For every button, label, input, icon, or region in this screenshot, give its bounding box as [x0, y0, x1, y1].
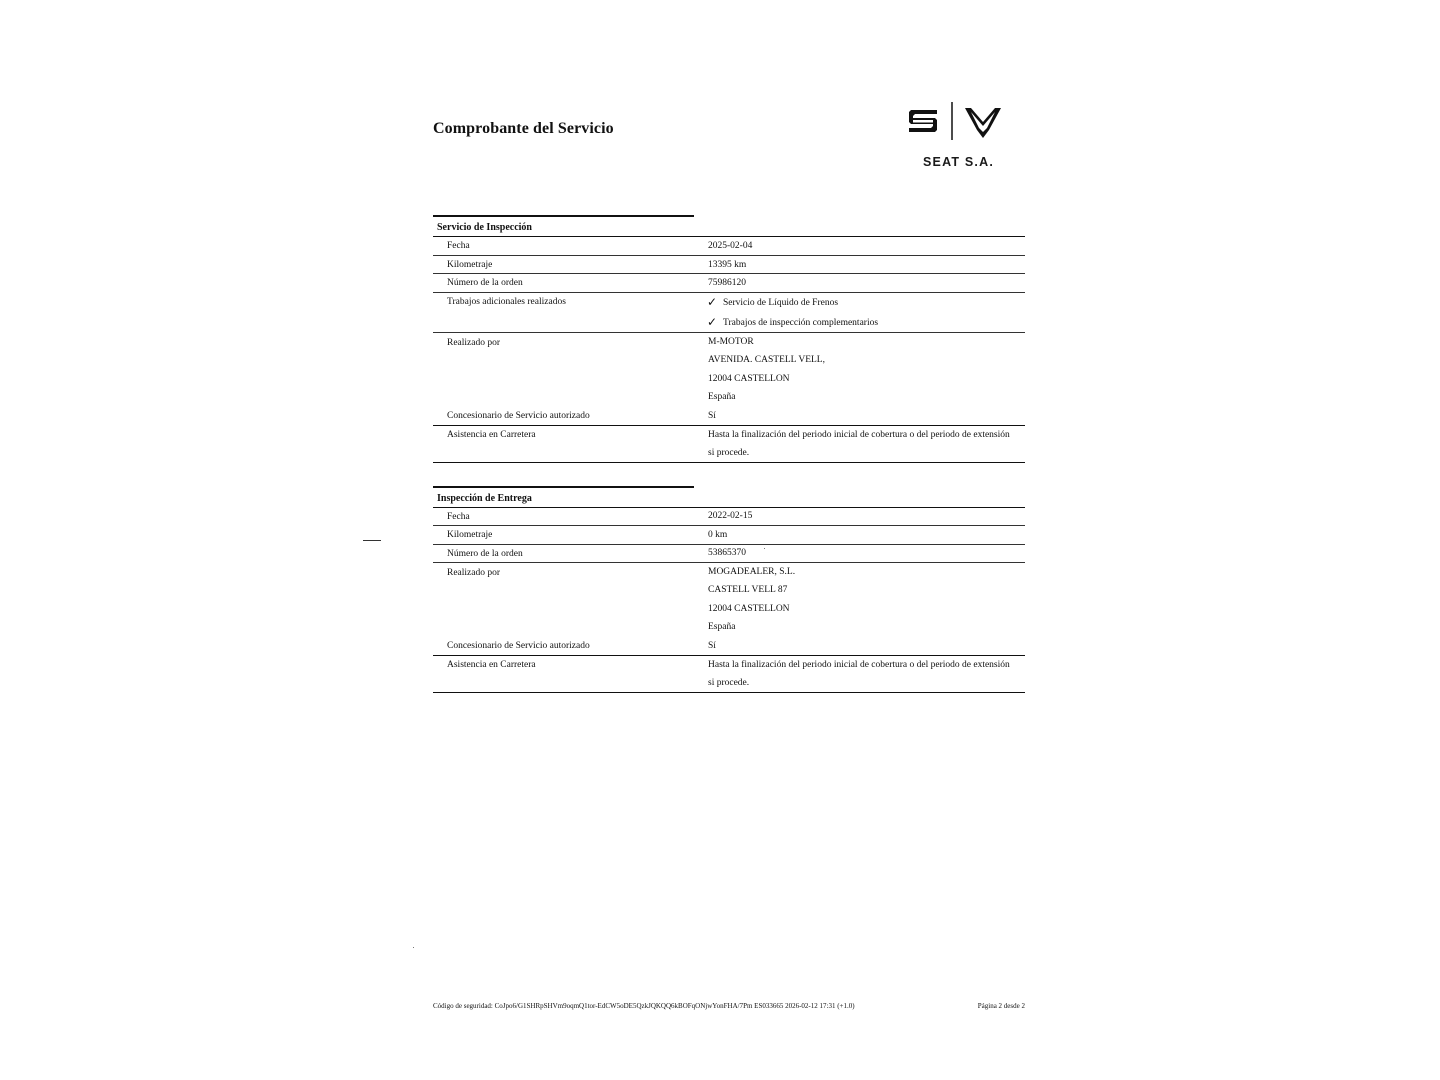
- cupra-logo: [965, 108, 1001, 138]
- value-fecha: 2025-02-04: [708, 241, 753, 251]
- value-numero-orden: 53865370: [708, 548, 746, 558]
- page-title: Comprobante del Servicio: [433, 120, 614, 137]
- work-item: Servicio de Líquido de Frenos: [723, 298, 839, 308]
- checkmark-icon: ✓: [707, 295, 718, 309]
- dealer-city: 12004 CASTELLON: [708, 604, 790, 614]
- value-numero-orden: 75986120: [708, 278, 746, 288]
- label-realizado-por: Realizado por: [447, 338, 501, 348]
- divider: [433, 462, 1025, 463]
- margin-mark: [363, 540, 381, 541]
- value-asistencia-carretera: Hasta la finalización del periodo inicial de cobertura o del periodo de extensión: [708, 430, 1010, 440]
- label-kilometraje: Kilometraje: [447, 530, 493, 540]
- label-kilometraje: Kilometraje: [447, 260, 493, 270]
- dealer-name: M-MOTOR: [708, 337, 754, 347]
- divider: [433, 255, 1025, 256]
- label-asistencia-carretera: Asistencia en Carretera: [447, 430, 536, 440]
- label-concesionario-autorizado: Concesionario de Servicio autorizado: [447, 641, 590, 651]
- label-fecha: Fecha: [447, 241, 470, 251]
- section-header-bar: [433, 215, 694, 217]
- value-fecha: 2022-02-15: [708, 511, 753, 521]
- scan-speck: [413, 947, 414, 948]
- value-kilometraje: 0 km: [708, 530, 728, 540]
- divider: [433, 692, 1025, 693]
- dealer-city: 12004 CASTELLON: [708, 374, 790, 384]
- divider: [433, 507, 1025, 508]
- checkmark-icon: ✓: [707, 315, 718, 329]
- dealer-name: MOGADEALER, S.L.: [708, 567, 796, 577]
- brand-name: SEAT S.A.: [923, 155, 994, 169]
- label-fecha: Fecha: [447, 512, 470, 522]
- divider: [433, 425, 1025, 426]
- divider: [433, 655, 1025, 656]
- divider: [433, 236, 1025, 237]
- section-servicio-inspeccion: [433, 215, 1025, 465]
- dealer-address: CASTELL VELL 87: [708, 585, 788, 595]
- divider: [433, 292, 1025, 293]
- page-number: Página 2 desde 2: [977, 1002, 1025, 1010]
- label-concesionario-autorizado: Concesionario de Servicio autorizado: [447, 411, 590, 421]
- label-numero-orden: Número de la orden: [447, 278, 523, 288]
- dealer-country: España: [708, 392, 736, 402]
- work-item: Trabajos de inspección complementarios: [723, 318, 879, 328]
- value-kilometraje: 13395 km: [708, 260, 747, 270]
- section-title: Servicio de Inspección: [437, 222, 532, 233]
- scan-speck: [764, 548, 765, 549]
- label-numero-orden: Número de la orden: [447, 549, 523, 559]
- divider: [433, 525, 1025, 526]
- brand-block: [905, 100, 1005, 175]
- value-asistencia-carretera-cont: si procede.: [708, 678, 750, 688]
- divider: [433, 273, 1025, 274]
- section-header-bar: [433, 486, 694, 488]
- divider: [433, 332, 1025, 333]
- brand-logos: [905, 100, 1005, 148]
- section-inspeccion-entrega: [433, 486, 1025, 696]
- divider: [433, 544, 1025, 545]
- label-trabajos-adicionales: Trabajos adicionales realizados: [447, 297, 566, 307]
- value-concesionario-autorizado: Sí: [708, 411, 716, 421]
- seat-s-logo: [909, 110, 937, 132]
- dealer-address: AVENIDA. CASTELL VELL,: [708, 355, 825, 365]
- label-realizado-por: Realizado por: [447, 568, 501, 578]
- value-asistencia-carretera-cont: si procede.: [708, 448, 750, 458]
- section-title: Inspección de Entrega: [437, 493, 532, 504]
- security-code: Código de seguridad: CoJpo6/G1SHRpSHVm9oqmQ1tor-EdCW5oDE5QzkJQKQQ6kBOFqONjwYonFHA/7Pm ES033665 2026-02-12 17:31 (+1.0): [433, 1002, 855, 1010]
- divider: [433, 562, 1025, 563]
- label-asistencia-carretera: Asistencia en Carretera: [447, 660, 536, 670]
- value-asistencia-carretera: Hasta la finalización del periodo inicial de cobertura o del periodo de extensión: [708, 660, 1010, 670]
- dealer-country: España: [708, 622, 736, 632]
- value-concesionario-autorizado: Sí: [708, 641, 716, 651]
